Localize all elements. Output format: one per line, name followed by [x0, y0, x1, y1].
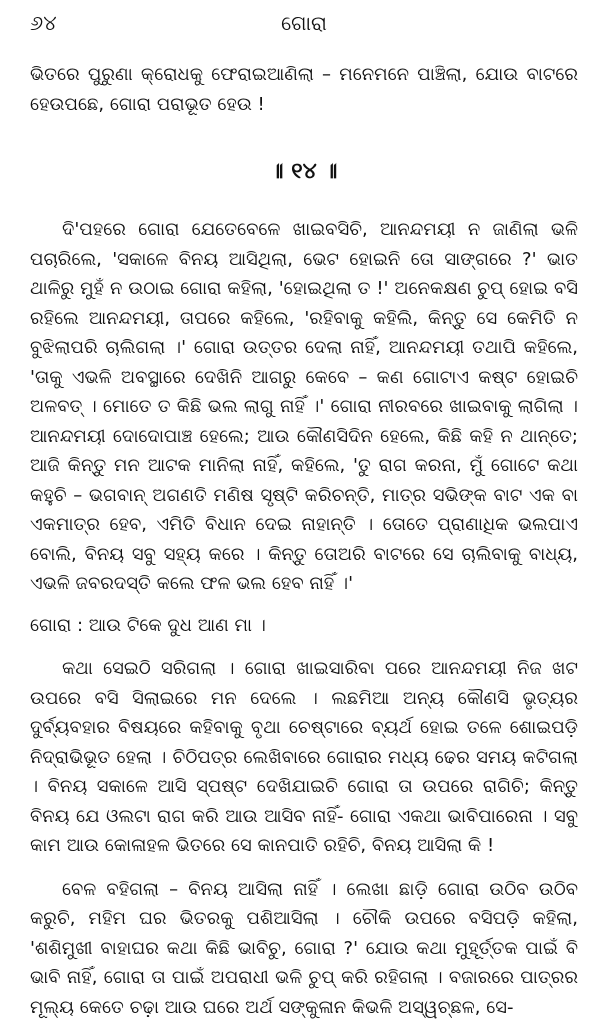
paragraph-3: ବେଳ ବହିଗଲା – ବିନୟ ଆସିଲା ନାହିଁ । ଲେଖା ଛାଡ଼ି ଗୋରା ଉଠିବ ଉଠିବ କରୁଚି, ମହିମ ଘର ଭିତରକୁ ପଶିଆସିଲା । ଚୌକି ଉପରେ ବସିପଡ଼ି କହିଲା, 'ଶଶିମୁଖୀ ବାହାଘର କଥା କିଛି ଭାବିଚୁ, ଗୋରା ?' ଯୋଉ କଥା ମୁହୂର୍ତ୍ତକ ପାଇଁ ବି ଭାବି ନାହିଁ, ଗୋରା ତା ପାଇଁ ଅପରାଧୀ ଭଳି ଚୁପ୍ କରି ରହିଗଲା । ବଜାରରେ ପାତ୍ରର ମୂଲ୍ୟ କେତେ ଚଢ଼ା ଆଉ ଘରେ ଅର୍ଥ ସଙ୍କୁଳାନ କିଭଳି ଅସ୍ୱଚ୍ଛଳ, ସେ-	[30, 875, 578, 1022]
running-title: ଗୋରା	[30, 10, 578, 36]
paragraph-1: ଦି'ପହରେ ଗୋରା ଯେତେବେଳେ ଖାଇବସିଚି, ଆନନ୍ଦମୟୀ ନ ଜାଣିଲା ଭଳି ପଚାରିଲେ, 'ସକାଳେ ବିନୟ ଆସିଥିଲା, ଭେଟ ହୋଇନି ତୋ ସାଙ୍ଗରେ ?' ଭାତ ଥାଳିରୁ ମୁହଁ ନ ଉଠାଇ ଗୋରା କହିଲା, 'ହୋଇଥିଲା ତ !' ଅନେକକ୍ଷଣ ଚୁପ୍ ହୋଇ ବସି ରହିଲେ ଆନନ୍ଦମୟୀ, ତାପରେ କହିଲେ, 'ରହିବାକୁ କହିଲି, କିନ୍ତୁ ସେ କେମିତି ନ ବୁଝିଲାପରି ଚାଲିଗଲା ।' ଗୋରା ଉତ୍ତର ଦେଲା ନାହିଁ, ଆନନ୍ଦମୟୀ ତଥାପି କହିଲେ, 'ତାକୁ ଏଭଳି ଅବସ୍ଥାରେ ଦେଖିନି ଆଗରୁ କେବେ – କଣ ଗୋଟାଏ କଷ୍ଟ ହୋଇଚି ଅଳବତ୍ । ମୋତେ ତ କିଛି ଭଲ ଲାଗୁ ନାହିଁ ।' ଗୋରା ନୀରବରେ ଖାଇବାକୁ ଲାଗିଲା । ଆନନ୍ଦମୟୀ ଦୋଦୋପାଞ୍ଚ ହେଲେ; ଆଉ କୌଣସିଦିନ ହେଲେ, କିଛି କହି ନ ଥାନ୍ତେ; ଆଜି କିନ୍ତୁ ମନ ଆଟକ ମାନିଲା ନାହିଁ, କହିଲେ, 'ତୁ ରାଗ କରନା, ମୁଁ ଗୋଟେ କଥା କହୁଚି – ଭଗବାନ୍ ଅଗଣତି ମଣିଷ ସୃଷ୍ଟି କରିଚନ୍ତି, ମାତ୍ର ସଭିଙ୍କ ବାଟ ଏକ ବା ଏକମାତ୍ର ହେବ, ଏମିତି ବିଧାନ ଦେଇ ନାହାନ୍ତି । ତୋତେ ପ୍ରାଣାଧିକ ଭଲପାଏ ବୋଲି, ବିନୟ ସବୁ ସହ୍ୟ କରେ । କିନ୍ତୁ ତୋଅରି ବାଟରେ ସେ ଚାଲିବାକୁ ବାଧ୍ୟ, ଏଭଳି ଜବରଦସ୍ତି କଲେ ଫଳ ଭଲ ହେବ ନାହିଁ ।'	[30, 215, 578, 599]
paragraph-2: କଥା ସେଇଠି ସରିଗଲା । ଗୋରା ଖାଇସାରିବା ପରେ ଆନନ୍ଦମୟୀ ନିଜ ଖଟ ଉପରେ ବସି ସିଲାଇରେ ମନ ଦେଲେ । ଲଛମିଆ ଅନ୍ୟ କୌଣସି ଭୃତ୍ୟର ଦୁର୍ବ୍ୟବହାର ବିଷୟରେ କହିବାକୁ ବୃଥା ଚେଷ୍ଟାରେ ବ୍ୟର୍ଥ ହୋଇ ତଳେ ଶୋଇପଡ଼ି ନିଦ୍ରାଭିଭୂତ ହେଲା । ଚିଠିପତ୍ର ଲେଖିବାରେ ଗୋରାର ମଧ୍ୟ ଢେର ସମୟ କଟିଗଲା । ବିନୟ ସକାଳେ ଆସି ସ୍ପଷ୍ଟ ଦେଖିଯାଇଚି ଗୋରା ତା ଉପରେ ରାଗିଚି; କିନ୍ତୁ ବିନୟ ଯେ ଓଲଟା ରାଗ କରି ଆଉ ଆସିବ ନାହିଁ- ଗୋରା ଏକଥା ଭାବିପାରେନା । ସବୁ କାମ ଆଉ କୋଳାହଳ ଭିତରେ ସେ କାନପାତି ରହିଚି, ବିନୟ ଆସିଲା କି !	[30, 654, 578, 861]
running-head	[30, 0, 578, 44]
page-number: ୬୪	[30, 10, 57, 36]
dialogue-line: ଗୋରା : ଆଉ ଟିକେ ଦୁଧ ଆଣ ମା ।	[30, 611, 578, 641]
chapter-heading: ॥ ୧୪ ॥	[30, 157, 578, 187]
continuation-paragraph: ଭିତରେ ପୁରୁଣା କ୍ରୋଧକୁ ଫେରାଇଆଣିଲା – ମନେମନେ ପାଞ୍ଚିଲା, ଯୋଉ ବାଟରେ ହେଉପଛେ, ଗୋରା ପରାଭୂତ ହେଉ !	[30, 60, 578, 119]
